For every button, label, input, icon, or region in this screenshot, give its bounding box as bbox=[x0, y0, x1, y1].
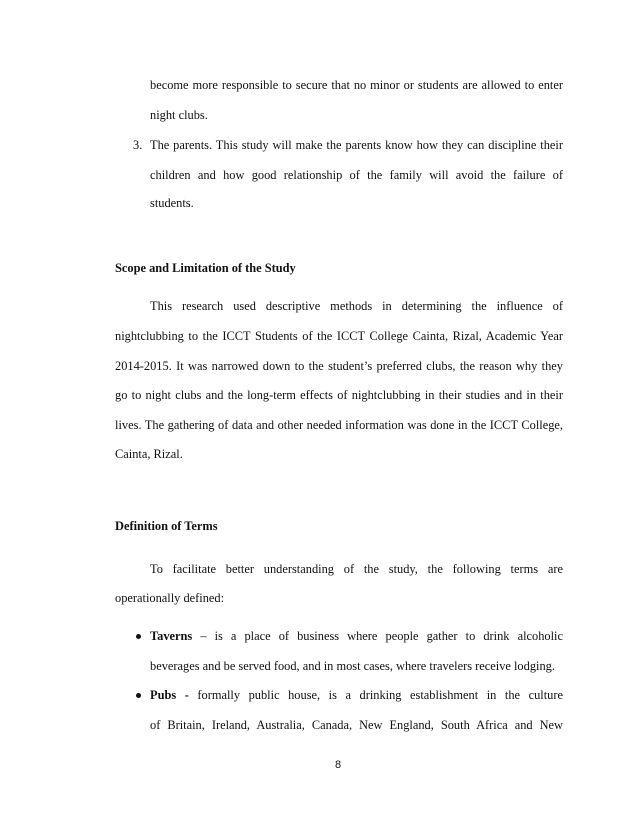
paragraph-line: This research used descriptive methods in determining the influence of bbox=[150, 299, 563, 313]
list-continuation-line: become more responsible to secure that no minor or students are allowed to enter bbox=[150, 78, 563, 92]
definition-line bbox=[150, 687, 563, 703]
list-item-number: 3. bbox=[133, 138, 143, 152]
bullet-icon bbox=[136, 634, 141, 639]
paragraph-line: 2014-2015. It was narrowed down to the student’s preferred clubs, the reason why they bbox=[115, 359, 563, 373]
definition-text: formally public house, is a drinking establishment in the culture bbox=[197, 688, 563, 702]
list-continuation-line: night clubs. bbox=[150, 108, 208, 122]
section-heading: Scope and Limitation of the Study bbox=[115, 261, 296, 275]
definition-term: Pubs - bbox=[150, 688, 189, 702]
definition-line bbox=[150, 628, 563, 644]
list-item-text: children and how good relationship of the family will avoid the failure of bbox=[150, 168, 563, 182]
paragraph-line: nightclubbing to the ICCT Students of the ICCT College Cainta, Rizal, Academic Year bbox=[115, 329, 563, 343]
definition-text: – is a place of business where people gather to drink alcoholic bbox=[200, 629, 563, 643]
section-heading: Definition of Terms bbox=[115, 519, 218, 533]
list-item-text: The parents. This study will make the parents know how they can discipline their bbox=[150, 138, 563, 152]
paragraph-line: operationally defined: bbox=[115, 591, 225, 605]
page-number: 8 bbox=[334, 759, 342, 771]
definition-term: Taverns bbox=[150, 629, 193, 643]
definition-line: beverages and be served food, and in most cases, where travelers receive lodging. bbox=[150, 659, 555, 673]
paragraph-line: lives. The gathering of data and other needed information was done in the ICCT College, bbox=[115, 418, 563, 432]
definition-line: of Britain, Ireland, Australia, Canada, New England, South Africa and New bbox=[150, 718, 563, 732]
paragraph-line: go to night clubs and the long-term effects of nightclubbing in their studies and in their bbox=[115, 388, 563, 402]
paragraph-line: Cainta, Rizal. bbox=[115, 447, 183, 461]
list-item-text: students. bbox=[150, 196, 194, 210]
bullet-icon bbox=[136, 693, 141, 698]
paragraph-line: To facilitate better understanding of the study, the following terms are bbox=[150, 562, 563, 576]
